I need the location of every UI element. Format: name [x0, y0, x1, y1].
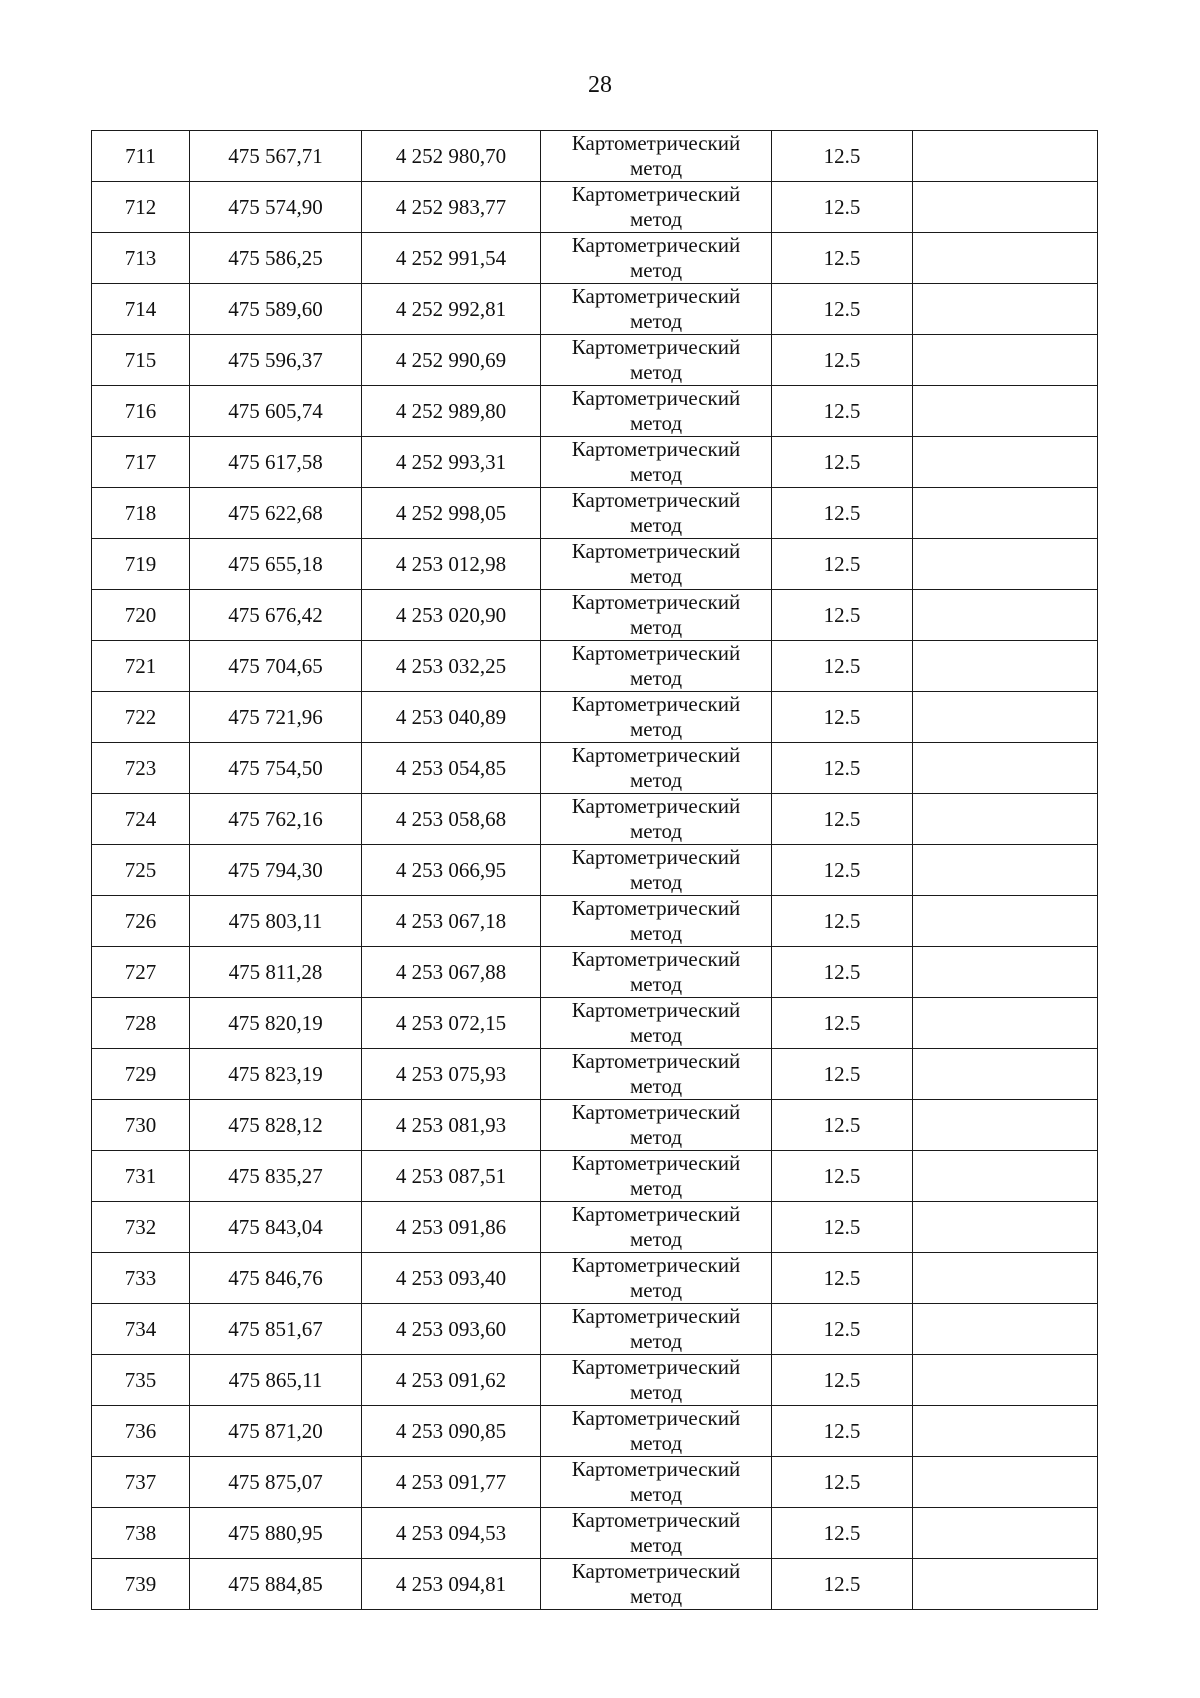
x-coordinate-cell: 475 622,68 — [190, 488, 362, 539]
table-row — [92, 1508, 1098, 1559]
y-coordinate-cell: 4 253 093,40 — [362, 1253, 541, 1304]
point-number-cell: 738 — [92, 1508, 190, 1559]
method-cell — [541, 386, 772, 437]
x-coordinate-cell: 475 851,67 — [190, 1304, 362, 1355]
table-row — [92, 1457, 1098, 1508]
method-line-2: метод — [629, 1584, 683, 1608]
empty-cell — [913, 437, 1098, 488]
method-line-1: Картометрический — [571, 1406, 741, 1430]
empty-cell — [913, 1559, 1098, 1610]
precision-cell: 12.5 — [772, 947, 913, 998]
point-number-cell: 734 — [92, 1304, 190, 1355]
y-coordinate-cell: 4 253 067,18 — [362, 896, 541, 947]
empty-cell — [913, 947, 1098, 998]
table-row — [92, 1304, 1098, 1355]
point-number-cell: 729 — [92, 1049, 190, 1100]
page-number: 28 — [588, 72, 612, 98]
empty-cell — [913, 539, 1098, 590]
precision-cell: 12.5 — [772, 233, 913, 284]
point-number-cell: 723 — [92, 743, 190, 794]
y-coordinate-cell: 4 253 067,88 — [362, 947, 541, 998]
x-coordinate-cell: 475 567,71 — [190, 131, 362, 182]
method-line-2: метод — [629, 1125, 683, 1149]
method-line-1: Картометрический — [571, 845, 741, 869]
table-row — [92, 743, 1098, 794]
method-line-1: Картометрический — [571, 743, 741, 767]
method-line-2: метод — [629, 156, 683, 180]
method-line-1: Картометрический — [571, 1151, 741, 1175]
point-number-cell: 724 — [92, 794, 190, 845]
empty-cell — [913, 845, 1098, 896]
y-coordinate-cell: 4 253 094,81 — [362, 1559, 541, 1610]
table-row — [92, 386, 1098, 437]
method-cell — [541, 998, 772, 1049]
y-coordinate-cell: 4 253 091,77 — [362, 1457, 541, 1508]
point-number-cell: 733 — [92, 1253, 190, 1304]
empty-cell — [913, 386, 1098, 437]
point-number-cell: 726 — [92, 896, 190, 947]
x-coordinate-cell: 475 617,58 — [190, 437, 362, 488]
point-number-cell: 732 — [92, 1202, 190, 1253]
x-coordinate-cell: 475 820,19 — [190, 998, 362, 1049]
method-line-1: Картометрический — [571, 794, 741, 818]
x-coordinate-cell: 475 605,74 — [190, 386, 362, 437]
x-coordinate-cell: 475 574,90 — [190, 182, 362, 233]
point-number-cell: 728 — [92, 998, 190, 1049]
method-line-2: метод — [629, 1431, 683, 1455]
precision-cell: 12.5 — [772, 1202, 913, 1253]
method-line-1: Картометрический — [571, 437, 741, 461]
y-coordinate-cell: 4 253 090,85 — [362, 1406, 541, 1457]
x-coordinate-cell: 475 884,85 — [190, 1559, 362, 1610]
y-coordinate-cell: 4 253 020,90 — [362, 590, 541, 641]
table-row — [92, 896, 1098, 947]
y-coordinate-cell: 4 252 990,69 — [362, 335, 541, 386]
method-line-1: Картометрический — [571, 641, 741, 665]
precision-cell: 12.5 — [772, 998, 913, 1049]
empty-cell — [913, 896, 1098, 947]
precision-cell: 12.5 — [772, 692, 913, 743]
empty-cell — [913, 1355, 1098, 1406]
x-coordinate-cell: 475 589,60 — [190, 284, 362, 335]
x-coordinate-cell: 475 803,11 — [190, 896, 362, 947]
empty-cell — [913, 1457, 1098, 1508]
method-cell — [541, 845, 772, 896]
x-coordinate-cell: 475 762,16 — [190, 794, 362, 845]
method-cell — [541, 1151, 772, 1202]
method-line-1: Картометрический — [571, 1304, 741, 1328]
y-coordinate-cell: 4 253 091,62 — [362, 1355, 541, 1406]
method-cell — [541, 1049, 772, 1100]
empty-cell — [913, 335, 1098, 386]
x-coordinate-cell: 475 721,96 — [190, 692, 362, 743]
table-row — [92, 1355, 1098, 1406]
point-number-cell: 722 — [92, 692, 190, 743]
precision-cell: 12.5 — [772, 1100, 913, 1151]
empty-cell — [913, 131, 1098, 182]
method-line-1: Картометрический — [571, 1202, 741, 1226]
x-coordinate-cell: 475 811,28 — [190, 947, 362, 998]
method-line-1: Картометрический — [571, 692, 741, 716]
empty-cell — [913, 1100, 1098, 1151]
method-line-2: метод — [629, 1380, 683, 1404]
method-line-2: метод — [629, 1074, 683, 1098]
empty-cell — [913, 590, 1098, 641]
point-number-cell: 719 — [92, 539, 190, 590]
method-line-2: метод — [629, 768, 683, 792]
table-row — [92, 1202, 1098, 1253]
y-coordinate-cell: 4 253 040,89 — [362, 692, 541, 743]
x-coordinate-cell: 475 704,65 — [190, 641, 362, 692]
x-coordinate-cell: 475 843,04 — [190, 1202, 362, 1253]
method-line-1: Картометрический — [571, 1100, 741, 1124]
point-number-cell: 717 — [92, 437, 190, 488]
point-number-cell: 735 — [92, 1355, 190, 1406]
method-line-2: метод — [629, 564, 683, 588]
empty-cell — [913, 182, 1098, 233]
empty-cell — [913, 641, 1098, 692]
point-number-cell: 731 — [92, 1151, 190, 1202]
table-row — [92, 1100, 1098, 1151]
y-coordinate-cell: 4 253 054,85 — [362, 743, 541, 794]
method-cell — [541, 182, 772, 233]
point-number-cell: 711 — [92, 131, 190, 182]
x-coordinate-cell: 475 823,19 — [190, 1049, 362, 1100]
method-cell — [541, 590, 772, 641]
x-coordinate-cell: 475 596,37 — [190, 335, 362, 386]
point-number-cell: 715 — [92, 335, 190, 386]
method-line-2: метод — [629, 921, 683, 945]
x-coordinate-cell: 475 871,20 — [190, 1406, 362, 1457]
y-coordinate-cell: 4 252 991,54 — [362, 233, 541, 284]
x-coordinate-cell: 475 655,18 — [190, 539, 362, 590]
precision-cell: 12.5 — [772, 182, 913, 233]
table-row — [92, 1151, 1098, 1202]
method-cell — [541, 692, 772, 743]
precision-cell: 12.5 — [772, 335, 913, 386]
precision-cell: 12.5 — [772, 590, 913, 641]
method-cell — [541, 794, 772, 845]
y-coordinate-cell: 4 252 993,31 — [362, 437, 541, 488]
precision-cell: 12.5 — [772, 488, 913, 539]
x-coordinate-cell: 475 846,76 — [190, 1253, 362, 1304]
method-line-1: Картометрический — [571, 1253, 741, 1277]
method-line-2: метод — [629, 819, 683, 843]
method-line-1: Картометрический — [571, 896, 741, 920]
x-coordinate-cell: 475 880,95 — [190, 1508, 362, 1559]
method-cell — [541, 233, 772, 284]
empty-cell — [913, 1304, 1098, 1355]
y-coordinate-cell: 4 253 075,93 — [362, 1049, 541, 1100]
table-row — [92, 437, 1098, 488]
coordinates-table — [91, 130, 1098, 1610]
precision-cell: 12.5 — [772, 1049, 913, 1100]
point-number-cell: 713 — [92, 233, 190, 284]
empty-cell — [913, 1049, 1098, 1100]
point-number-cell: 714 — [92, 284, 190, 335]
method-line-2: метод — [629, 615, 683, 639]
point-number-cell: 737 — [92, 1457, 190, 1508]
method-line-2: метод — [629, 1278, 683, 1302]
table-row — [92, 1406, 1098, 1457]
precision-cell: 12.5 — [772, 437, 913, 488]
x-coordinate-cell: 475 586,25 — [190, 233, 362, 284]
point-number-cell: 727 — [92, 947, 190, 998]
x-coordinate-cell: 475 676,42 — [190, 590, 362, 641]
method-line-2: метод — [629, 666, 683, 690]
precision-cell: 12.5 — [772, 1151, 913, 1202]
method-line-1: Картометрический — [571, 386, 741, 410]
empty-cell — [913, 1151, 1098, 1202]
method-line-1: Картометрический — [571, 947, 741, 971]
precision-cell: 12.5 — [772, 284, 913, 335]
method-cell — [541, 539, 772, 590]
method-cell — [541, 1355, 772, 1406]
empty-cell — [913, 794, 1098, 845]
point-number-cell: 718 — [92, 488, 190, 539]
method-line-1: Картометрический — [571, 1508, 741, 1532]
method-line-2: метод — [629, 1023, 683, 1047]
method-line-2: метод — [629, 1176, 683, 1200]
empty-cell — [913, 743, 1098, 794]
method-cell — [541, 1508, 772, 1559]
table-row — [92, 692, 1098, 743]
method-line-1: Картометрический — [571, 539, 741, 563]
method-line-2: метод — [629, 870, 683, 894]
x-coordinate-cell: 475 865,11 — [190, 1355, 362, 1406]
table-row — [92, 233, 1098, 284]
method-line-1: Картометрический — [571, 998, 741, 1022]
method-line-1: Картометрический — [571, 233, 741, 257]
method-cell — [541, 1559, 772, 1610]
method-line-2: метод — [629, 462, 683, 486]
y-coordinate-cell: 4 253 087,51 — [362, 1151, 541, 1202]
y-coordinate-cell: 4 252 983,77 — [362, 182, 541, 233]
empty-cell — [913, 692, 1098, 743]
point-number-cell: 725 — [92, 845, 190, 896]
method-line-1: Картометрический — [571, 182, 741, 206]
y-coordinate-cell: 4 253 012,98 — [362, 539, 541, 590]
precision-cell: 12.5 — [772, 1304, 913, 1355]
table-row — [92, 488, 1098, 539]
x-coordinate-cell: 475 794,30 — [190, 845, 362, 896]
point-number-cell: 712 — [92, 182, 190, 233]
method-cell — [541, 488, 772, 539]
empty-cell — [913, 1406, 1098, 1457]
y-coordinate-cell: 4 252 998,05 — [362, 488, 541, 539]
precision-cell: 12.5 — [772, 539, 913, 590]
empty-cell — [913, 1253, 1098, 1304]
method-line-2: метод — [629, 1227, 683, 1251]
precision-cell: 12.5 — [772, 1253, 913, 1304]
table-row — [92, 590, 1098, 641]
y-coordinate-cell: 4 253 032,25 — [362, 641, 541, 692]
method-line-1: Картометрический — [571, 1457, 741, 1481]
method-cell — [541, 284, 772, 335]
point-number-cell: 739 — [92, 1559, 190, 1610]
method-line-2: метод — [629, 411, 683, 435]
method-line-1: Картометрический — [571, 488, 741, 512]
method-cell — [541, 1100, 772, 1151]
point-number-cell: 736 — [92, 1406, 190, 1457]
precision-cell: 12.5 — [772, 845, 913, 896]
point-number-cell: 720 — [92, 590, 190, 641]
method-line-2: метод — [629, 1482, 683, 1506]
precision-cell: 12.5 — [772, 1355, 913, 1406]
precision-cell: 12.5 — [772, 641, 913, 692]
method-cell — [541, 131, 772, 182]
x-coordinate-cell: 475 828,12 — [190, 1100, 362, 1151]
table-row — [92, 845, 1098, 896]
x-coordinate-cell: 475 875,07 — [190, 1457, 362, 1508]
y-coordinate-cell: 4 253 093,60 — [362, 1304, 541, 1355]
method-cell — [541, 641, 772, 692]
precision-cell: 12.5 — [772, 386, 913, 437]
table-row — [92, 998, 1098, 1049]
precision-cell: 12.5 — [772, 743, 913, 794]
method-line-2: метод — [629, 360, 683, 384]
y-coordinate-cell: 4 253 091,86 — [362, 1202, 541, 1253]
table-row — [92, 794, 1098, 845]
precision-cell: 12.5 — [772, 1508, 913, 1559]
empty-cell — [913, 998, 1098, 1049]
method-cell — [541, 1457, 772, 1508]
method-line-2: метод — [629, 513, 683, 537]
method-cell — [541, 896, 772, 947]
method-line-1: Картометрический — [571, 131, 741, 155]
method-cell — [541, 743, 772, 794]
y-coordinate-cell: 4 253 081,93 — [362, 1100, 541, 1151]
method-line-2: метод — [629, 258, 683, 282]
coordinates-table-body — [92, 131, 1098, 1610]
method-line-1: Картометрический — [571, 1049, 741, 1073]
point-number-cell: 721 — [92, 641, 190, 692]
table-row — [92, 131, 1098, 182]
y-coordinate-cell: 4 253 066,95 — [362, 845, 541, 896]
method-line-1: Картометрический — [571, 590, 741, 614]
method-cell — [541, 947, 772, 998]
table-row — [92, 335, 1098, 386]
table-row — [92, 182, 1098, 233]
point-number-cell: 716 — [92, 386, 190, 437]
y-coordinate-cell: 4 253 094,53 — [362, 1508, 541, 1559]
y-coordinate-cell: 4 252 992,81 — [362, 284, 541, 335]
method-cell — [541, 335, 772, 386]
empty-cell — [913, 1202, 1098, 1253]
method-cell — [541, 1202, 772, 1253]
point-number-cell: 730 — [92, 1100, 190, 1151]
method-cell — [541, 437, 772, 488]
method-cell — [541, 1406, 772, 1457]
method-cell — [541, 1253, 772, 1304]
empty-cell — [913, 488, 1098, 539]
y-coordinate-cell: 4 253 058,68 — [362, 794, 541, 845]
y-coordinate-cell: 4 252 980,70 — [362, 131, 541, 182]
empty-cell — [913, 1508, 1098, 1559]
table-row — [92, 539, 1098, 590]
table-row — [92, 947, 1098, 998]
x-coordinate-cell: 475 835,27 — [190, 1151, 362, 1202]
method-line-1: Картометрический — [571, 335, 741, 359]
precision-cell: 12.5 — [772, 131, 913, 182]
method-line-2: метод — [629, 1533, 683, 1557]
table-row — [92, 284, 1098, 335]
method-cell — [541, 1304, 772, 1355]
y-coordinate-cell: 4 252 989,80 — [362, 386, 541, 437]
table-row — [92, 1253, 1098, 1304]
x-coordinate-cell: 475 754,50 — [190, 743, 362, 794]
method-line-2: метод — [629, 207, 683, 231]
empty-cell — [913, 233, 1098, 284]
method-line-1: Картометрический — [571, 284, 741, 308]
empty-cell — [913, 284, 1098, 335]
method-line-2: метод — [629, 717, 683, 741]
precision-cell: 12.5 — [772, 1559, 913, 1610]
precision-cell: 12.5 — [772, 1406, 913, 1457]
precision-cell: 12.5 — [772, 794, 913, 845]
table-row — [92, 641, 1098, 692]
method-line-1: Картометрический — [571, 1355, 741, 1379]
method-line-1: Картометрический — [571, 1559, 741, 1583]
y-coordinate-cell: 4 253 072,15 — [362, 998, 541, 1049]
table-row — [92, 1049, 1098, 1100]
precision-cell: 12.5 — [772, 896, 913, 947]
method-line-2: метод — [629, 972, 683, 996]
method-line-2: метод — [629, 1329, 683, 1353]
method-line-2: метод — [629, 309, 683, 333]
table-row — [92, 1559, 1098, 1610]
precision-cell: 12.5 — [772, 1457, 913, 1508]
